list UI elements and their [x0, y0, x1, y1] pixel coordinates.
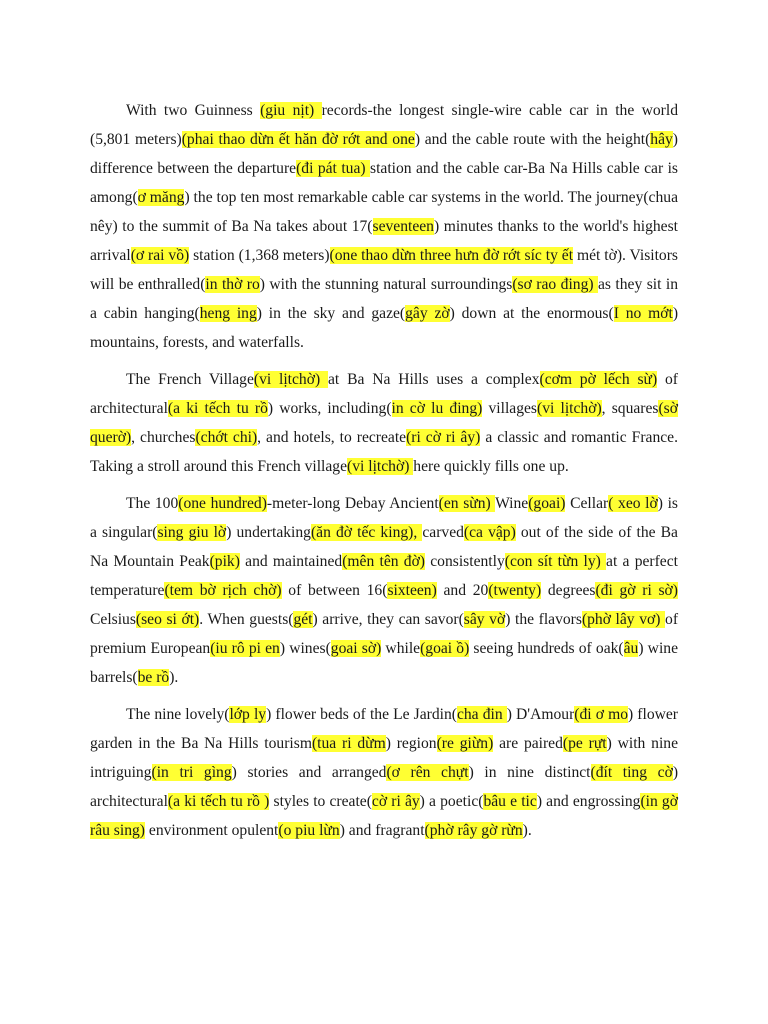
highlighted-pronunciation: (đi gờ ri sờ)	[595, 582, 678, 599]
text-run: of between 16(	[281, 582, 388, 599]
highlighted-pronunciation: (phai thao dừn ết hăn đờ rớt and one	[181, 131, 415, 148]
highlighted-pronunciation: (tem bờ rịch chờ)	[164, 582, 282, 599]
text-run: . When guests(	[199, 611, 294, 628]
text-run: of premium European	[90, 611, 679, 657]
text-run: as they sit in a cabin hanging(	[90, 276, 679, 322]
highlighted-pronunciation: sing giu lờ	[157, 524, 227, 541]
text-run: a classic and romantic France. Taking a stroll around this French village	[90, 429, 678, 475]
text-run: ) with the stunning natural surroundings	[259, 276, 513, 293]
highlighted-pronunciation: (đi ơ mo	[574, 706, 628, 723]
text-run: ) flower beds of the Le Jardin(	[266, 706, 457, 723]
text-run: ) undertaking	[226, 524, 311, 541]
text-run: Wine	[495, 495, 529, 512]
highlighted-pronunciation: (ăn đờ tếc king),	[310, 524, 423, 541]
highlighted-pronunciation: (goai)	[528, 495, 566, 512]
highlighted-pronunciation: goai sờ)	[330, 640, 382, 657]
text-run: ) with nine intriguing	[90, 735, 678, 781]
highlighted-pronunciation: (giu nịt)	[260, 102, 322, 119]
text-run: and maintained	[239, 553, 343, 570]
highlighted-pronunciation: (o piu lừn	[278, 822, 340, 839]
highlighted-pronunciation: (vi lịtchờ)	[537, 400, 602, 417]
highlighted-pronunciation: (vi lịtchờ)	[253, 371, 328, 388]
text-run: Cellar	[565, 495, 609, 512]
highlighted-pronunciation: (tua ri dừm	[311, 735, 386, 752]
highlighted-pronunciation: (twenty)	[488, 582, 542, 599]
highlighted-pronunciation: I no mớt	[613, 305, 673, 322]
text-run: ) mountains, forests, and waterfalls.	[90, 305, 679, 351]
text-run: ) in nine distinct	[468, 764, 591, 781]
highlighted-pronunciation: (iu rô pi en	[210, 640, 280, 657]
highlighted-pronunciation: (in tri gìng	[151, 764, 232, 781]
highlighted-pronunciation: hây	[650, 131, 673, 148]
text-run: Celsius	[90, 611, 136, 628]
text-run: out of the side of the Ba Na Mountain Peak	[90, 524, 678, 570]
text-run: ) architectural	[90, 764, 679, 810]
highlighted-pronunciation: (ri cờ ri ây)	[406, 429, 481, 446]
text-run: here quickly fills one up.	[413, 458, 569, 475]
text-run: and 20	[436, 582, 489, 599]
highlighted-pronunciation: (ơ rai vồ)	[130, 247, 190, 264]
highlighted-pronunciation: seventeen	[372, 218, 434, 235]
text-run: degrees	[541, 582, 596, 599]
highlighted-pronunciation: (one thao dừn three hưn đờ rớt síc ty ết	[329, 247, 574, 264]
paragraph-french-village	[90, 365, 678, 481]
highlighted-pronunciation: (con sít từn ly)	[504, 553, 607, 570]
text-run: With two Guinness	[126, 102, 261, 119]
text-run: ) and engrossing	[536, 793, 641, 810]
highlighted-pronunciation: (en sừn)	[438, 495, 496, 512]
text-run: The 100	[126, 495, 179, 512]
text-run: , and hotels, to recreate	[257, 429, 407, 446]
text-run: while	[381, 640, 421, 657]
highlighted-pronunciation: (vi lịtchờ)	[347, 458, 414, 475]
text-run: ) region	[385, 735, 437, 752]
text-run: The nine lovely(	[126, 706, 230, 723]
text-run: ) works, including(	[267, 400, 392, 417]
text-run: ) flower garden in the Ba Na Hills tourism	[90, 706, 678, 752]
text-run: ) and the cable route with the height(	[414, 131, 651, 148]
highlighted-pronunciation: lớp ly	[229, 706, 267, 723]
highlighted-pronunciation: (a ki tếch tu rồ	[167, 400, 268, 417]
highlighted-pronunciation: (ơ rên chựt	[386, 764, 469, 781]
highlighted-pronunciation: (sờ querờ)	[90, 400, 678, 446]
highlighted-pronunciation: cha đin	[456, 706, 507, 723]
text-run: -meter-long Debay Ancient	[266, 495, 439, 512]
text-run: villages	[482, 400, 538, 417]
text-run: seeing hundreds of oak(	[469, 640, 624, 657]
text-run: ) and fragrant	[339, 822, 425, 839]
text-run: at a perfect temperature	[90, 553, 678, 599]
highlighted-pronunciation: ơ măng	[137, 189, 185, 206]
text-run: styles to create(	[269, 793, 372, 810]
highlighted-pronunciation: (phờ rây gờ rừn	[424, 822, 523, 839]
paragraph-wine-cellar	[90, 489, 678, 692]
highlighted-pronunciation: gét	[293, 611, 313, 628]
paragraph-le-jardin	[90, 700, 678, 845]
text-run: ).	[169, 669, 179, 686]
highlighted-pronunciation: (re giừn)	[436, 735, 494, 752]
text-run: ) D'Amour	[506, 706, 575, 723]
text-run: ) in the sky and gaze(	[256, 305, 406, 322]
highlighted-pronunciation: (in gờ râu sing)	[90, 793, 678, 839]
text-run: ) the top ten most remarkable cable car systems in the world. The journey(chua nêy) to the summit of Ba Na takes about 17(	[90, 189, 678, 235]
text-run: records-the longest single-wire cable car in the world (5,801 meters)	[90, 102, 678, 148]
highlighted-pronunciation: heng ing	[199, 305, 257, 322]
text-run: ) is a singular(	[90, 495, 678, 541]
highlighted-pronunciation: (seo si ớt)	[135, 611, 200, 628]
highlighted-pronunciation: in cờ lu đing)	[391, 400, 483, 417]
highlighted-pronunciation: (chớt chi)	[195, 429, 258, 446]
text-run: ) difference between the departure	[90, 131, 678, 177]
highlighted-pronunciation: sixteen)	[387, 582, 437, 599]
text-run: mét tờ). Visitors will be enthralled(	[90, 247, 678, 293]
text-run: The French Village	[126, 371, 254, 388]
text-run: of architectural	[90, 371, 678, 417]
highlighted-pronunciation: (one hundred)	[178, 495, 267, 512]
highlighted-pronunciation: ( xeo lờ	[608, 495, 658, 512]
text-run: environment opulent	[145, 822, 279, 839]
text-run: station and the cable car-Ba Na Hills cable car is among(	[90, 160, 679, 206]
highlighted-pronunciation: gây zờ	[405, 305, 450, 322]
text-run: are paired	[493, 735, 563, 752]
text-run: , squares	[601, 400, 659, 417]
highlighted-pronunciation: (goai ồ)	[420, 640, 470, 657]
highlighted-pronunciation: cờ ri ây	[371, 793, 420, 810]
text-run: station (1,368 meters)	[189, 247, 330, 264]
text-run: ) a poetic(	[419, 793, 484, 810]
highlighted-pronunciation: (đít ting cờ	[590, 764, 673, 781]
text-run: consistently	[425, 553, 505, 570]
text-run: ) stories and arranged	[231, 764, 387, 781]
highlighted-pronunciation: in thờ ro	[205, 276, 260, 293]
text-run: ) wine barrels(	[90, 640, 678, 686]
highlighted-pronunciation: (pik)	[209, 553, 240, 570]
highlighted-pronunciation: (sơ rao đing)	[512, 276, 598, 293]
text-run: ) down at the enormous(	[449, 305, 614, 322]
highlighted-pronunciation: bâu e tic	[483, 793, 537, 810]
text-run: ) arrive, they can savor(	[312, 611, 464, 628]
text-run: , churches	[131, 429, 196, 446]
text-run: ) wines(	[279, 640, 331, 657]
text-run: at Ba Na Hills uses a complex	[328, 371, 540, 388]
highlighted-pronunciation: (cơm pờ lếch sừ)	[539, 371, 658, 388]
text-run: ).	[522, 822, 532, 839]
highlighted-pronunciation: (pe rựt	[562, 735, 607, 752]
highlighted-pronunciation: (phờ lây vơ)	[581, 611, 666, 628]
highlighted-pronunciation: âu	[623, 640, 639, 657]
highlighted-pronunciation: (đi pát tua)	[296, 160, 370, 177]
highlighted-pronunciation: (mên tên đờ)	[342, 553, 426, 570]
highlighted-pronunciation: sây vờ	[463, 611, 506, 628]
highlighted-pronunciation: (ca vập)	[463, 524, 516, 541]
paragraph-cable-car	[90, 96, 678, 357]
text-run: ) minutes thanks to the world's highest arrival	[90, 218, 678, 264]
highlighted-pronunciation: (a ki tếch tu rồ )	[167, 793, 270, 810]
text-run: ) the flavors	[505, 611, 582, 628]
highlighted-pronunciation: be rồ	[137, 669, 170, 686]
text-run: carved	[422, 524, 464, 541]
